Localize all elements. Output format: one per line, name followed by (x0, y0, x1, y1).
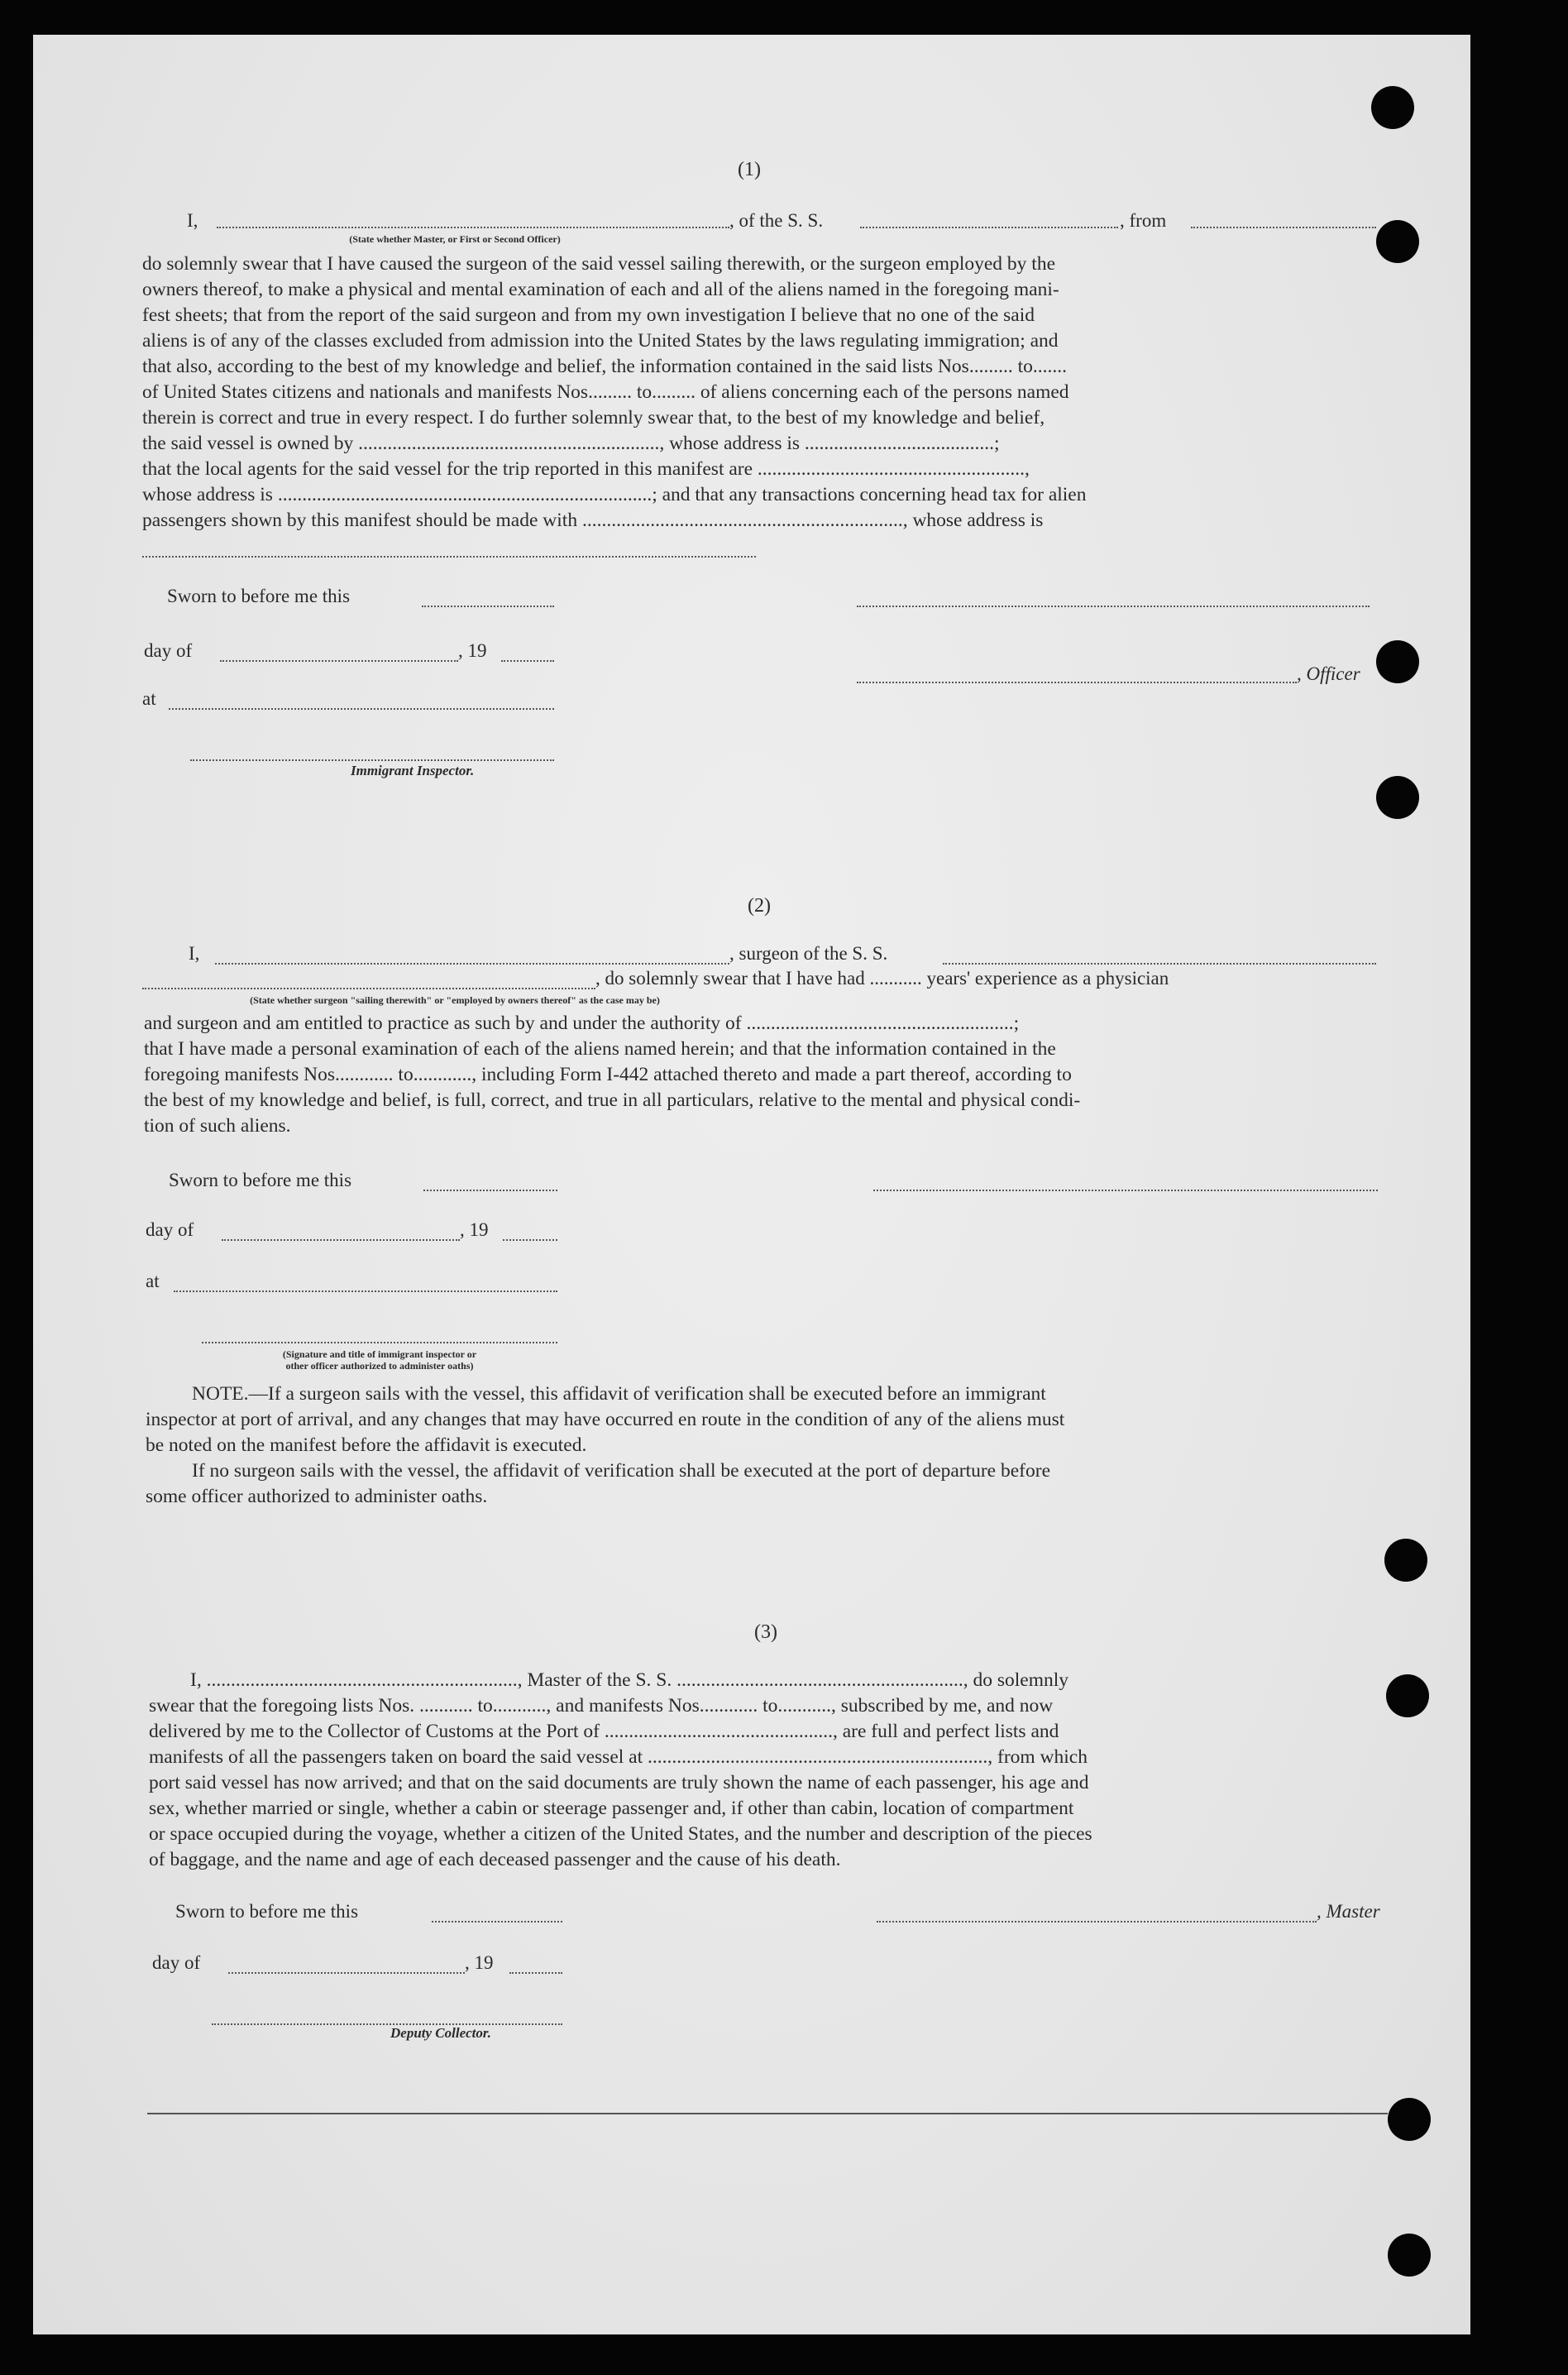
s2-surgeon-label: , surgeon of the S. S. (729, 943, 888, 964)
s3-deputy-label: Deputy Collector. (390, 2025, 491, 2041)
s2-line: and surgeon and am entitled to practice as such by and under the authority of .......................................................; (144, 1013, 1020, 1034)
s1-sworn-date-field[interactable] (422, 606, 554, 607)
s3-deputy-signature-field[interactable] (212, 2023, 562, 2025)
s1-line: whose address is .............................................................................; and that any transactions concerning head tax for alien (142, 484, 1087, 505)
s1-line: the said vessel is owned by .............................................................., whose address is .......................................; (142, 433, 1000, 454)
s1-line: passengers shown by this manifest should be made with .................................................................., whose address is (142, 510, 1044, 531)
s1-affidavit-text (142, 251, 1378, 534)
s1-i-label: I, (187, 210, 198, 231)
s2-surgeon-name-field[interactable] (215, 963, 729, 965)
s3-year-field[interactable] (509, 1972, 562, 1974)
s3-month-field[interactable] (228, 1972, 465, 1974)
s2-sworn-date-field[interactable] (423, 1190, 557, 1191)
s1-day-of-label: day of (144, 640, 193, 661)
s1-line: therein is correct and true in every respect. I do further solemnly swear that, to the best of my knowledge and belief, (142, 407, 1045, 429)
s1-month-field[interactable] (220, 660, 458, 662)
s2-line: that I have made a personal examination of each of the aliens named herein; and that the information contained in the (144, 1038, 1056, 1060)
s2-line: tion of such aliens. (144, 1115, 291, 1137)
s1-from-port-field[interactable] (1191, 227, 1376, 228)
s1-officer-label: , Officer (1297, 663, 1360, 684)
note-line: NOTE.—If a surgeon sails with the vessel, this affidavit of verification shall be executed before an immigrant (192, 1383, 1046, 1405)
s3-line: swear that the foregoing lists Nos. ........... to..........., and manifests Nos............ to..........., subscribed by me, and now (149, 1695, 1054, 1717)
s1-at-label: at (142, 688, 156, 709)
s1-sworn-label: Sworn to before me this (167, 586, 351, 606)
s2-month-field[interactable] (222, 1239, 460, 1241)
s2-line: the best of my knowledge and belief, is full, correct, and true in all particulars, relative to the mental and physical condi- (144, 1089, 1081, 1111)
punch-hole-icon (1386, 1674, 1429, 1717)
punch-hole-icon (1371, 86, 1414, 129)
punch-hole-icon (1376, 640, 1419, 683)
s1-address-continuation-field[interactable] (142, 556, 756, 558)
s2-at-place-field[interactable] (174, 1290, 557, 1292)
s1-from-label: , from (1120, 210, 1167, 231)
s2-signature-note-1: (Signature and title of immigrant inspector or (282, 1348, 477, 1360)
s1-line: that the local agents for the said vessel for the trip reported in this manifest are ......................................................., (142, 458, 1030, 480)
s3-line: manifests of all the passengers taken on board the said vessel at ......................................................................, from which (149, 1746, 1088, 1768)
s1-year-field[interactable] (501, 660, 554, 662)
s3-sworn-date-field[interactable] (432, 1921, 562, 1923)
s1-line: that also, according to the best of my knowledge and belief, the information contained in the said lists Nos......... to....... (142, 356, 1067, 377)
s3-line: or space occupied during the voyage, whether a citizen of the United States, and the number and description of the pieces (149, 1823, 1092, 1845)
s2-signature-note-2: other officer authorized to administer oaths) (285, 1360, 474, 1372)
s1-inspector-signature-field[interactable] (190, 759, 554, 761)
s3-master-label: , Master (1317, 1901, 1380, 1922)
section-1-number: (1) (738, 159, 761, 180)
note-line: be noted on the manifest before the affidavit is executed. (146, 1434, 587, 1456)
s1-line: fest sheets; that from the report of the said surgeon and from my own investigation I believe that no one of the said (142, 304, 1035, 326)
note-line: If no surgeon sails with the vessel, the affidavit of verification shall be executed at the port of departure before (192, 1460, 1050, 1482)
s3-master-signature-field[interactable] (877, 1921, 1317, 1923)
s2-line: foregoing manifests Nos............ to............, including Form I-442 attached thereto and made a part thereof, according to (144, 1064, 1072, 1085)
s1-vessel-name-field[interactable] (860, 227, 1118, 228)
section-2-number: (2) (748, 895, 771, 917)
s3-line: port said vessel has now arrived; and that on the said documents are truly shown the name of each passenger, his age and (149, 1772, 1089, 1793)
punch-hole-icon (1376, 776, 1419, 819)
s2-inspector-signature-field[interactable] (202, 1342, 557, 1343)
s2-sworn-label: Sworn to before me this (169, 1170, 352, 1190)
note-line: some officer authorized to administer oaths. (146, 1486, 488, 1507)
s3-sworn-label: Sworn to before me this (175, 1901, 359, 1922)
s2-swear-label: , do solemnly swear that I have had ........... years' experience as a physician (595, 968, 1169, 989)
s1-officer-name-field[interactable] (217, 227, 729, 228)
s1-line: do solemnly swear that I have caused the surgeon of the said vessel sailing therewith, or the surgeon employed by the (142, 253, 1056, 275)
s1-inspector-label: Immigrant Inspector. (351, 763, 475, 778)
s2-day-of-label: day of (146, 1219, 194, 1240)
punch-hole-icon (1384, 1539, 1427, 1582)
s1-officer-rank-note: (State whether Master, or First or Second Officer) (349, 233, 561, 245)
punch-hole-icon (1376, 220, 1419, 263)
s2-i-label: I, (189, 943, 200, 964)
punch-hole-icon (1388, 2234, 1431, 2277)
s2-year-label: , 19 (460, 1219, 489, 1240)
s3-line: I, ................................................................, Master of the S. S. ..........................................................., do solemnly (190, 1669, 1069, 1691)
form-page (33, 35, 1470, 2334)
s1-year-label: , 19 (458, 640, 487, 661)
note-line: inspector at port of arrival, and any changes that may have occurred en route in the condition of any of the aliens must (146, 1409, 1065, 1430)
s2-at-label: at (146, 1271, 160, 1291)
bottom-rule (147, 2113, 1388, 2114)
s1-officer-signature-field[interactable] (857, 606, 1370, 607)
s3-year-label: , 19 (465, 1952, 494, 1973)
s3-line: sex, whether married or single, whether a cabin or steerage passenger and, if other than cabin, location of compartment (149, 1798, 1074, 1819)
s1-line: owners thereof, to make a physical and mental examination of each and all of the aliens named in the foregoing mani- (142, 279, 1059, 300)
s3-line: delivered by me to the Collector of Customs at the Port of ..............................................., are full and perfect lists and (149, 1721, 1059, 1742)
s1-at-place-field[interactable] (169, 708, 554, 710)
punch-hole-icon (1388, 2098, 1431, 2141)
s1-line: of United States citizens and nationals and manifests Nos......... to......... of aliens concerning each of the persons named (142, 381, 1069, 403)
s2-surgeon-status-note: (State whether surgeon "sailing therewith" or "employed by owners thereof" as the case may be) (250, 994, 660, 1006)
s1-officer-title-field[interactable] (857, 682, 1297, 683)
s2-year-field[interactable] (503, 1239, 557, 1241)
s3-affidavit-text (149, 1668, 1384, 1873)
s3-day-of-label: day of (152, 1952, 201, 1973)
s2-surgeon-status-field[interactable] (142, 988, 595, 989)
s3-line: of baggage, and the name and age of each deceased passenger and the cause of his death. (149, 1849, 841, 1870)
s1-line: aliens is of any of the classes excluded from admission into the United States by the laws regulating immigration; and (142, 330, 1059, 352)
s2-affidavit-text (144, 1011, 1379, 1139)
note-text (146, 1381, 1381, 1510)
section-3-number: (3) (754, 1621, 777, 1643)
s2-vessel-name-field[interactable] (943, 963, 1376, 965)
s2-surgeon-signature-field[interactable] (873, 1190, 1378, 1191)
s1-of-ss-label: , of the S. S. (729, 210, 824, 231)
